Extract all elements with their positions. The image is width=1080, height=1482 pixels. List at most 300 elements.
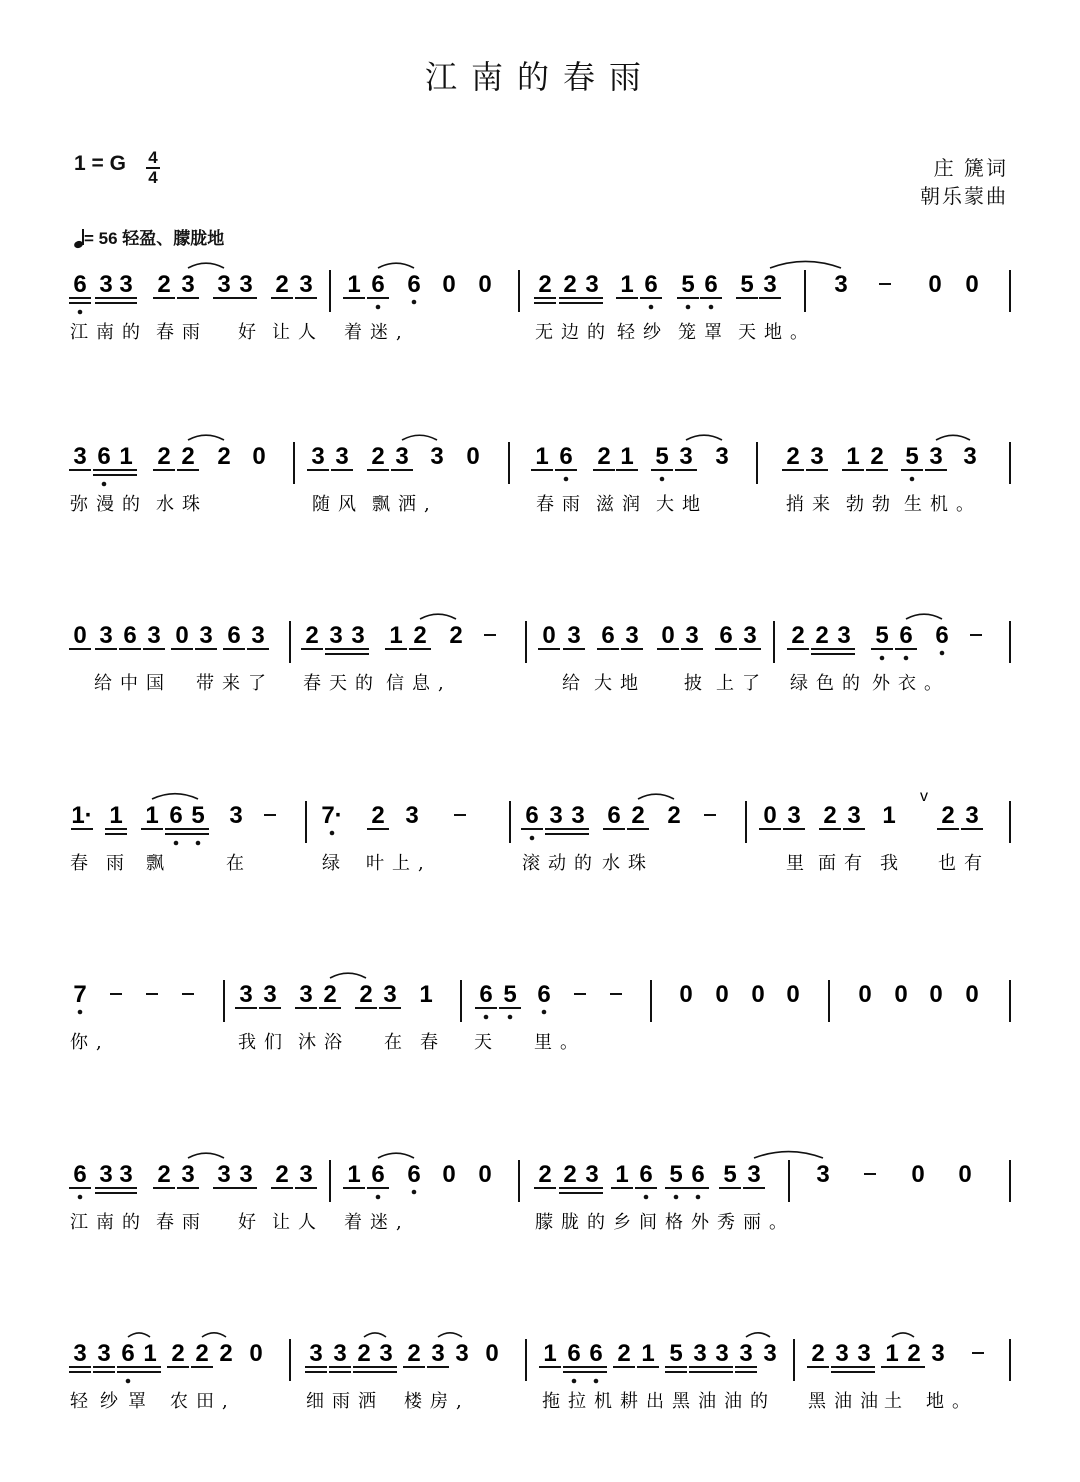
lyric: 捎来: [786, 494, 838, 515]
note: 2: [815, 622, 829, 649]
note: 3: [299, 271, 313, 298]
lyric: 细雨洒: [306, 1391, 384, 1412]
octave-dot-below: [644, 1195, 649, 1200]
octave-dot-below: [910, 477, 915, 482]
note: 3: [430, 443, 444, 470]
lyric: 朦胧的乡间格外秀丽。: [535, 1212, 795, 1233]
lyric: 春: [420, 1032, 446, 1053]
slur: [770, 261, 841, 268]
note: 2: [371, 802, 385, 829]
lyric: 春天的: [303, 673, 381, 694]
note: 6: [525, 802, 539, 829]
note: 2: [413, 622, 427, 649]
slur: [364, 1333, 386, 1337]
note: 0: [442, 1161, 456, 1188]
lyric: 笼罩: [678, 322, 730, 343]
note: 3: [747, 1161, 761, 1188]
note: 3: [309, 1340, 323, 1367]
composer: 朝乐蒙曲: [920, 184, 1008, 208]
note: 5: [875, 622, 889, 649]
note: 0: [252, 443, 266, 470]
slur: [202, 1333, 226, 1337]
octave-dot-below: [564, 477, 569, 482]
note: 3: [251, 622, 265, 649]
octave-dot-below: [572, 1379, 577, 1384]
note: 5: [681, 271, 695, 298]
note: 0: [175, 622, 189, 649]
note: 3: [715, 1340, 729, 1367]
note: 0: [661, 622, 675, 649]
lyric: 勃勃: [846, 494, 898, 515]
lyric: 我们: [238, 1032, 290, 1053]
note: 3: [625, 622, 639, 649]
note: 3: [99, 271, 113, 298]
note: 1: [846, 443, 860, 470]
octave-dot-below: [376, 305, 381, 310]
note: 3: [229, 802, 243, 829]
note: 0: [786, 981, 800, 1008]
note: 6: [719, 622, 733, 649]
note: 3: [743, 622, 757, 649]
note: 3: [585, 1161, 599, 1188]
note: 2: [941, 802, 955, 829]
note: 3: [263, 981, 277, 1008]
meter-top: 4: [148, 148, 158, 167]
note: 0: [928, 271, 942, 298]
note: 1: [143, 1340, 157, 1367]
lyric: 土: [884, 1391, 910, 1412]
note: 1: [347, 271, 361, 298]
lyric: 天: [474, 1032, 500, 1053]
note: 6: [704, 271, 718, 298]
octave-dot-below: [330, 831, 335, 836]
octave-dot-below: [78, 310, 83, 315]
note: 3: [963, 443, 977, 470]
note: 1: [543, 1340, 557, 1367]
note: 2: [538, 271, 552, 298]
lyric: 里。: [534, 1032, 586, 1053]
lyric: 上了: [716, 673, 768, 694]
lyric: 绿: [322, 853, 348, 874]
note: 2: [357, 1340, 371, 1367]
octave-dot-below: [196, 841, 201, 846]
octave-dot-below: [674, 1195, 679, 1200]
note: 3: [335, 443, 349, 470]
note: 3: [931, 1340, 945, 1367]
lyric: 地。: [926, 1391, 978, 1412]
slur: [188, 1153, 224, 1158]
note: 0: [73, 622, 87, 649]
lyric: 我: [880, 853, 906, 874]
note: 1: [620, 271, 634, 298]
lyric: 拖拉机耕出黑油油的: [542, 1391, 776, 1412]
note: 5: [503, 981, 517, 1008]
note: 2: [157, 1161, 171, 1188]
octave-dot-below: [709, 305, 714, 310]
lyric: 外衣。: [872, 673, 950, 694]
note: 0: [858, 981, 872, 1008]
lyric: 滋润: [596, 494, 648, 515]
note: 1: [109, 802, 123, 829]
note: 3: [455, 1340, 469, 1367]
octave-dot-below: [412, 1190, 417, 1195]
note: 3: [119, 271, 133, 298]
note: 6: [73, 1161, 87, 1188]
note: 2: [157, 271, 171, 298]
octave-dot-below: [174, 841, 179, 846]
note: 1: [347, 1161, 361, 1188]
lyric: 生机。: [904, 494, 982, 515]
note: 3: [685, 622, 699, 649]
note: 2: [907, 1340, 921, 1367]
note: 2: [407, 1340, 421, 1367]
lyric: 披: [684, 673, 710, 694]
lyric: 信息,: [386, 673, 452, 694]
note: 3: [99, 1161, 113, 1188]
lyric: 大地: [594, 673, 646, 694]
lyric: 叶上,: [366, 853, 432, 874]
slur: [936, 435, 970, 440]
note: 5: [740, 271, 754, 298]
octave-dot-below: [376, 1195, 381, 1200]
note: 2: [631, 802, 645, 829]
lyric: 江南的: [70, 1212, 148, 1233]
note: 3: [834, 271, 848, 298]
note: 0: [466, 443, 480, 470]
lyricist: 庄 篪词: [933, 156, 1008, 180]
lyric: 飘: [146, 853, 172, 874]
lyric: 好: [238, 322, 264, 343]
note: 2: [275, 1161, 289, 1188]
note: 2: [217, 443, 231, 470]
note: 7: [73, 981, 87, 1008]
lyric: 大地: [656, 494, 708, 515]
octave-dot-below: [904, 656, 909, 661]
note: 6: [899, 622, 913, 649]
octave-dot-below: [412, 300, 417, 305]
lyric: 面有: [818, 853, 870, 874]
lyric: 在: [226, 853, 252, 874]
note: 3: [97, 1340, 111, 1367]
lyric: 也有: [938, 853, 990, 874]
note: 6: [121, 1340, 135, 1367]
lyric: 春雨: [156, 1212, 208, 1233]
note: 1: [620, 443, 634, 470]
octave-dot-below: [102, 482, 107, 487]
key-signature: 1 = G: [74, 152, 126, 175]
note: 3: [571, 802, 585, 829]
note: 2: [323, 981, 337, 1008]
note: 2: [157, 443, 171, 470]
octave-dot-below: [484, 1015, 489, 1020]
note: 1: [615, 1161, 629, 1188]
note: 2: [449, 622, 463, 649]
note: 3: [351, 622, 365, 649]
note: 3: [679, 443, 693, 470]
breath-mark: v: [920, 788, 928, 805]
note: 3: [73, 1340, 87, 1367]
lyric: 飘洒,: [372, 494, 438, 515]
note: 2: [359, 981, 373, 1008]
note: 0: [442, 271, 456, 298]
note: 3: [835, 1340, 849, 1367]
lyric: 滚动的: [522, 853, 600, 874]
octave-dot-below: [78, 1010, 83, 1015]
note: 6: [601, 622, 615, 649]
lyric: 好: [238, 1212, 264, 1233]
note: 2: [371, 443, 385, 470]
slur: [746, 1333, 770, 1337]
note: 1: [389, 622, 403, 649]
note: 3: [299, 981, 313, 1008]
octave-dot-below: [686, 305, 691, 310]
note: 6: [639, 1161, 653, 1188]
note: 3: [181, 1161, 195, 1188]
slur: [892, 1333, 914, 1337]
note: 3: [311, 443, 325, 470]
note: 3: [810, 443, 824, 470]
note: 1: [145, 802, 159, 829]
lyric: 农田,: [170, 1391, 236, 1412]
note: 3: [763, 1340, 777, 1367]
lyric: 弥漫的: [70, 494, 148, 515]
lyric: 绿色的: [790, 673, 868, 694]
note: 6: [371, 1161, 385, 1188]
note: 1: [419, 981, 433, 1008]
note: 3: [217, 271, 231, 298]
octave-dot-below: [508, 1015, 513, 1020]
lyric: 江南的: [70, 322, 148, 343]
note: 0: [965, 271, 979, 298]
slur: [638, 794, 674, 799]
note: 3: [693, 1340, 707, 1367]
note: 0: [485, 1340, 499, 1367]
slur: [378, 1153, 414, 1158]
note: 1: [882, 802, 896, 829]
note: 6: [407, 1161, 421, 1188]
note: 1: [885, 1340, 899, 1367]
note: 6: [407, 271, 421, 298]
note: 0: [249, 1340, 263, 1367]
note: 6: [479, 981, 493, 1008]
note: 3: [239, 271, 253, 298]
note: 5: [669, 1161, 683, 1188]
note: 0: [478, 1161, 492, 1188]
note: 5: [191, 802, 205, 829]
note: 6: [567, 1340, 581, 1367]
note: 3: [585, 271, 599, 298]
note: 3: [99, 622, 113, 649]
note: 3: [379, 1340, 393, 1367]
note: 6: [371, 271, 385, 298]
lyric: 给: [562, 673, 588, 694]
note: 3: [763, 271, 777, 298]
tempo-expression: 轻盈、朦胧地: [122, 229, 225, 248]
slur: [420, 614, 456, 619]
lyric: 着迷,: [344, 1212, 410, 1233]
slur: [188, 435, 224, 440]
note: 3: [549, 802, 563, 829]
lyric: 无边的: [535, 322, 613, 343]
slur: [152, 794, 198, 799]
note: 2: [305, 622, 319, 649]
lyric: 水珠: [156, 494, 208, 515]
note: 2: [219, 1340, 233, 1367]
note: 0: [679, 981, 693, 1008]
note: 3: [299, 1161, 313, 1188]
note: 2: [870, 443, 884, 470]
note: 3: [405, 802, 419, 829]
meter-bottom: 4: [148, 168, 158, 187]
note: 3: [929, 443, 943, 470]
note: 3: [119, 1161, 133, 1188]
note: 3: [395, 443, 409, 470]
lyric: 你,: [70, 1032, 110, 1053]
octave-dot-below: [78, 1195, 83, 1200]
note: 6: [935, 622, 949, 649]
note: 1: [119, 443, 133, 470]
lyric: 雨: [106, 853, 132, 874]
slur: [330, 973, 366, 978]
slur: [188, 263, 224, 268]
note: 3: [715, 443, 729, 470]
note: 3: [431, 1340, 445, 1367]
tempo-bpm: = 56: [84, 229, 118, 248]
note: 3: [147, 622, 161, 649]
note: 0: [715, 981, 729, 1008]
lyric: 让人: [272, 1212, 324, 1233]
slur: [754, 1152, 823, 1158]
note: 3: [333, 1340, 347, 1367]
note: 0: [478, 271, 492, 298]
lyric: 纱: [100, 1391, 126, 1412]
note: 3: [217, 1161, 231, 1188]
slur: [402, 435, 437, 440]
note: 3: [383, 981, 397, 1008]
note: 2: [181, 443, 195, 470]
octave-dot-below: [696, 1195, 701, 1200]
octave-dot-below: [594, 1379, 599, 1384]
octave-dot-below: [649, 305, 654, 310]
lyric: 春雨: [536, 494, 588, 515]
note: 2: [563, 271, 577, 298]
lyric: 带来了: [196, 673, 274, 694]
note: 2: [667, 802, 681, 829]
lyric: 里: [786, 853, 812, 874]
note: 3: [965, 802, 979, 829]
note: 0: [911, 1161, 925, 1188]
song-title: 江南的春雨: [424, 58, 655, 96]
note: 5: [669, 1340, 683, 1367]
lyric: 黑油油: [808, 1391, 886, 1412]
note: 2: [171, 1340, 185, 1367]
lyric: 着迷,: [344, 322, 410, 343]
note: 6: [691, 1161, 705, 1188]
lyric: 在: [384, 1032, 410, 1053]
note: 2: [786, 443, 800, 470]
note: 0: [763, 802, 777, 829]
note: 3: [239, 981, 253, 1008]
octave-dot-below: [880, 656, 885, 661]
note: 2: [617, 1340, 631, 1367]
note: 6: [537, 981, 551, 1008]
lyric: 罩: [128, 1391, 154, 1412]
octave-dot-below: [126, 1379, 131, 1384]
note: 3: [567, 622, 581, 649]
slur: [438, 1333, 462, 1337]
note: 1: [535, 443, 549, 470]
note: 0: [751, 981, 765, 1008]
note: 3: [199, 622, 213, 649]
note: 1·: [71, 802, 93, 829]
note: 2: [538, 1161, 552, 1188]
slur: [686, 435, 722, 440]
note: 3: [739, 1340, 753, 1367]
lyric: 让人: [272, 322, 324, 343]
note: 1: [641, 1340, 655, 1367]
note: 6: [97, 443, 111, 470]
note: 6: [73, 271, 87, 298]
note: 2: [195, 1340, 209, 1367]
lyric: 轻: [70, 1391, 96, 1412]
note: 6: [607, 802, 621, 829]
lyric: 随风: [312, 494, 364, 515]
octave-dot-below: [660, 477, 665, 482]
note: 5: [905, 443, 919, 470]
note: 0: [929, 981, 943, 1008]
lyric: 给中国: [94, 673, 172, 694]
note: 0: [542, 622, 556, 649]
slur: [128, 1333, 150, 1337]
note: 2: [791, 622, 805, 649]
octave-dot-below: [530, 836, 535, 841]
note: 6: [559, 443, 573, 470]
slur: [906, 614, 942, 619]
note: 6: [644, 271, 658, 298]
note: 2: [823, 802, 837, 829]
note: 3: [329, 622, 343, 649]
note: 3: [816, 1161, 830, 1188]
note: 3: [837, 622, 851, 649]
note: 2: [597, 443, 611, 470]
note: 3: [787, 802, 801, 829]
note: 5: [723, 1161, 737, 1188]
lyric: 天地。: [738, 322, 816, 343]
lyric: 沐浴: [298, 1032, 350, 1053]
note: 5: [655, 443, 669, 470]
lyric: 楼房,: [404, 1391, 470, 1412]
note: 6: [589, 1340, 603, 1367]
lyric: 春雨: [156, 322, 208, 343]
slur: [378, 263, 414, 268]
note: 2: [275, 271, 289, 298]
note: 3: [847, 802, 861, 829]
note: 2: [563, 1161, 577, 1188]
lyric: 轻纱: [617, 322, 669, 343]
octave-dot-below: [940, 651, 945, 656]
note: 3: [181, 271, 195, 298]
note: 7·: [321, 802, 343, 829]
note: 3: [239, 1161, 253, 1188]
note: 6: [169, 802, 183, 829]
note: 6: [123, 622, 137, 649]
note: 0: [965, 981, 979, 1008]
note: 2: [811, 1340, 825, 1367]
note: 0: [958, 1161, 972, 1188]
lyric: 春: [70, 853, 96, 874]
note: 0: [894, 981, 908, 1008]
note: 3: [73, 443, 87, 470]
